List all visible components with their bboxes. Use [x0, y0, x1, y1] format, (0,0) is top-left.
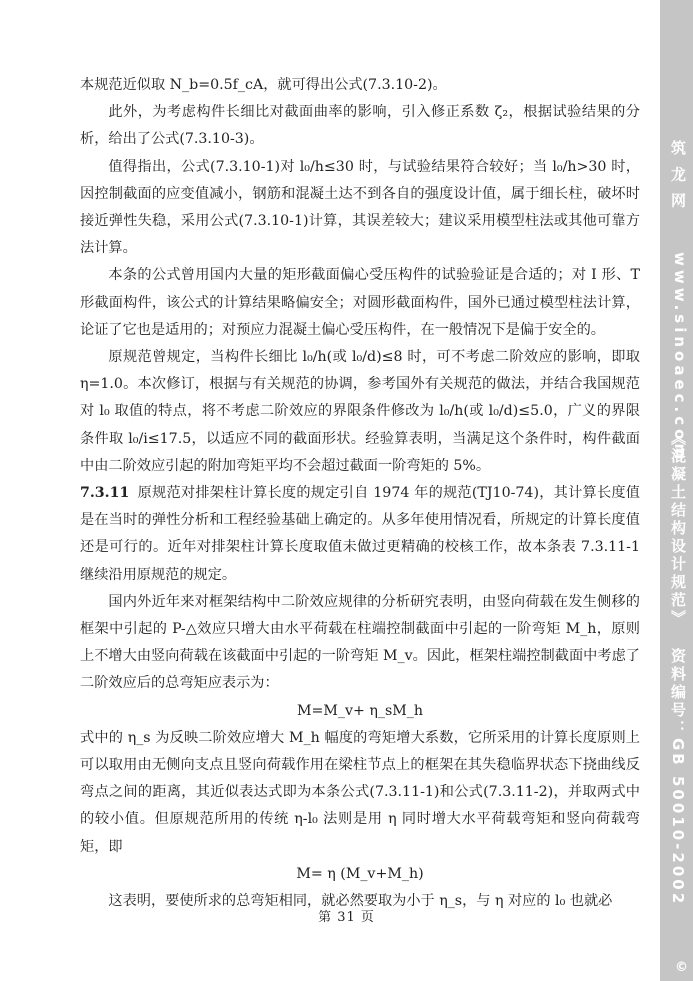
sidebar-doc-title: 《混凝土结构设计规范》	[669, 430, 687, 628]
sidebar-doc-code: 资料编号：GB 50010-2002	[669, 648, 687, 907]
copyright-icon: ©	[674, 960, 689, 978]
formula-2: M= η (M_v+M_h)	[296, 865, 424, 882]
paragraph-2: 此外，为考虑构件长细比对截面曲率的影响，引入修正系数 ζ₂，根据试验结果的分析，给出了公式(7.3.10-3)。	[80, 104, 640, 148]
paragraph-6: 国内外近年来对框架结构中二阶效应规律的分析研究表明，由竖向荷载在发生侧移的框架中引起的 P-△效应只增大由水平荷载在柱端控制截面中引起的一阶弯矩 M_h，原则上不增大由竖向荷载在该截面中引起的一阶弯矩 M_v。因此，框架柱端控制截面中考虑了二阶效应后的总弯矩应表示为：	[80, 593, 640, 692]
page-number: 第 31 页	[318, 910, 375, 925]
paragraph-4: 本条的公式曾用国内大量的矩形截面偏心受压构件的试验验证是合适的；对 I 形、T 形截面构件，该公式的计算结果略偏安全；对圆形截面构件，国外已通过模型柱法计算，论证了它也是适用的；对预应力混凝土偏心受压构件，在一般情况下是偏于安全的。	[80, 267, 640, 338]
paragraph-8: 这表明，要使所求的总弯矩相同，就必然要取为小于 η_s，与 η 对应的 l₀ 也就必	[108, 893, 613, 910]
section-7-3-11	[80, 480, 640, 589]
watermark-sidebar	[660, 0, 693, 981]
section-number: 7.3.11	[80, 485, 130, 502]
paragraph-3: 值得指出，公式(7.3.10-1)对 l₀/h≤30 时，与试验结果符合较好；当 l₀/h>30 时，因控制截面的应变值减小，钢筋和混凝土达不到各自的强度设计值，属于细长柱，破坏时接近弹性失稳，采用公式(7.3.10-1)计算，其误差较大；建议采用模型柱法或其他可靠方法计算。	[80, 158, 640, 257]
formula-1: M=M_v+ η_sM_h	[296, 702, 424, 719]
page-body	[80, 72, 640, 915]
sidebar-site-url: www.sinoaec.com	[671, 252, 689, 464]
sidebar-site-name: 筑 龙 网	[669, 140, 687, 211]
paragraph-5: 原规范曾规定，当构件长细比 l₀/h(或 l₀/d)≤8 时，可不考虑二阶效应的影响，即取 η=1.0。本次修订，根据与有关规范的协调，参考国外有关规范的做法，并结合我国规范对 l₀ 取值的特点，将不考虑二阶效应的界限条件修改为 l₀/h(或 l₀/d)≤5.0，广义的界限条件取 l₀/i≤17.5，以适应不同的截面形状。经验算表明，当满足这个条件时，构件截面中由二阶效应引起的附加弯矩平均不会超过截面一阶弯矩的 5%。	[80, 349, 640, 474]
section-text: 原规范对排架柱计算长度的规定引自 1974 年的规范(TJ10-74)，其计算长度值是在当时的弹性分析和工程经验基础上确定的。从多年使用情况看，所规定的计算长度值还是可行的。近年对排架柱计算长度取值未做过更精确的校核工作，故本条表 7.3.11-1 继续沿用原规范的规定。	[80, 485, 640, 583]
paragraph-1: 本规范近似取 N_b=0.5f_cA，就可得出公式(7.3.10-2)。	[80, 77, 447, 93]
paragraph-7: 式中的 η_s 为反映二阶效应增大 M_h 幅度的弯矩增大系数，它所采用的计算长度原则上可以取用由无侧向支点且竖向荷载作用在梁柱节点上的框架在其失稳临界状态下挠曲线反弯点之间的距离，其近似表达式即为本条公式(7.3.11-1)和公式(7.3.11-2)，并取两式中的较小值。但原规范所用的传统 η-l₀ 法则是用 η 同时增大水平荷载弯矩和竖向荷载弯矩，即	[80, 729, 640, 855]
